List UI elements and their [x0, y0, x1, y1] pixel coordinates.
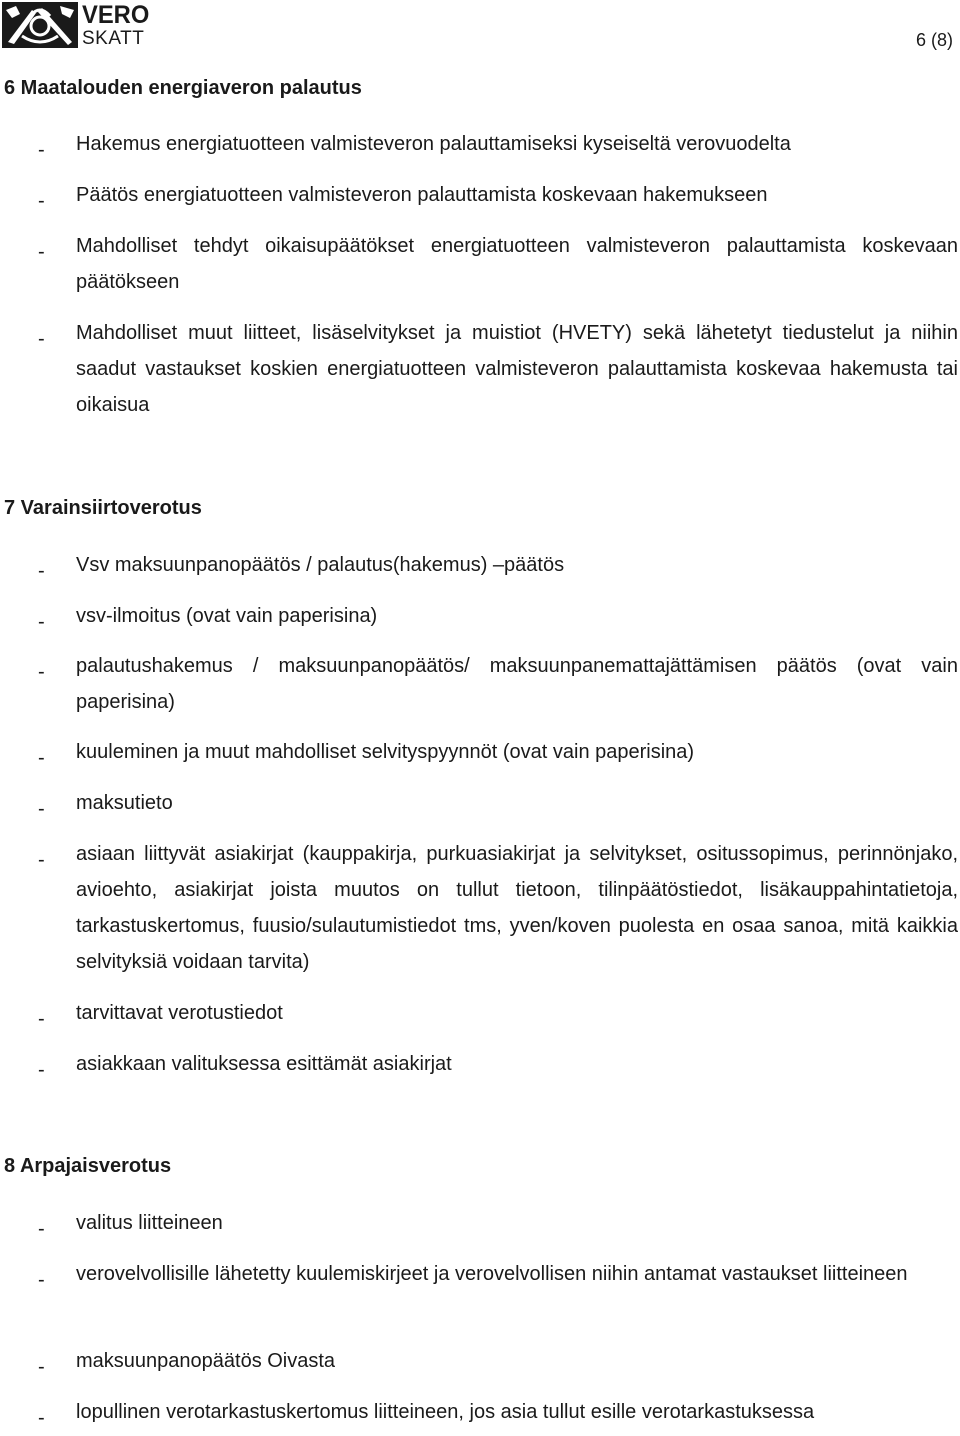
logo-wordmark-vero: VERO — [82, 0, 150, 29]
list-item — [38, 1052, 958, 1088]
list-item-text: Päätös energiatuotteen valmisteveron palauttamista koskevaan hakemukseen — [76, 184, 768, 206]
list-item-text: kuuleminen ja muut mahdolliset selvityspyynnöt (ovat vain paperisina) — [76, 741, 695, 763]
list-item-text: palautushakemus / maksuunpanopäätös/ maksuunpanemattajättämisen päätös (ovat vain paperisina) — [76, 655, 958, 713]
list-item — [38, 1400, 958, 1436]
section-title-7: 7 Varainsiirtoverotus — [4, 497, 202, 519]
list-item — [38, 1349, 958, 1385]
list-item — [38, 842, 958, 980]
list-item — [38, 132, 958, 168]
list-bullet: - — [38, 849, 45, 871]
list-item-text: Vsv maksuunpanopäätös / palautus(hakemus) –päätös — [76, 554, 565, 576]
list-item — [38, 791, 958, 827]
list-item — [38, 1001, 958, 1037]
list-bullet: - — [38, 1059, 45, 1081]
coat-of-arms-icon — [2, 2, 78, 48]
list-bullet: - — [38, 661, 45, 683]
list-bullet: - — [38, 798, 45, 820]
page-number: 6 (8) — [915, 30, 953, 50]
list-item-text: Hakemus energiatuotteen valmisteveron palauttamiseksi kyseiseltä verovuodelta — [76, 133, 791, 155]
list-bullet: - — [38, 1008, 45, 1030]
list-item-text: tarvittavat verotustiedot — [76, 1002, 283, 1024]
list-item — [38, 234, 958, 300]
list-item-text: maksuunpanopäätös Oivasta — [76, 1350, 336, 1372]
list-item — [38, 321, 958, 423]
logo-wordmark-skatt: SKATT — [82, 27, 145, 49]
section-title-8: 8 Arpajaisverotus — [4, 1155, 172, 1177]
list-item — [38, 1211, 958, 1247]
list-bullet: - — [38, 611, 45, 633]
list-item-text: asiakkaan valituksessa esittämät asiakirjat — [76, 1053, 452, 1075]
list-bullet: - — [38, 1218, 45, 1240]
list-item-text: asiaan liittyvät asiakirjat (kauppakirja, purkuasiakirjat ja selvitykset, ositussopimus, perinnönjako, avioehto, asiakirjat joista muutos on tullut tietoon, tilinpäätöstiedot, lisäkauppahintatietoja, tarkastuskertomus, fuusio/sulautumistiedot tms, yven/koven puolesta en osaa sanoa, mitä kaikkia selvityksiä voidaan tarvita) — [76, 843, 958, 973]
list-bullet: - — [38, 1407, 45, 1429]
list-bullet: - — [38, 190, 45, 212]
list-bullet: - — [38, 1269, 45, 1291]
list-bullet: - — [38, 328, 45, 350]
list-item — [38, 740, 958, 776]
list-item — [38, 1262, 958, 1298]
list-item-text: verovelvollisille lähetetty kuulemiskirjeet ja verovelvollisen niihin antamat vastaukset liitteineen — [76, 1263, 908, 1285]
list-item-text: maksutieto — [76, 792, 173, 814]
list-bullet: - — [38, 1356, 45, 1378]
logo-wordmark — [82, 0, 153, 49]
list-item-text: valitus liitteineen — [76, 1212, 223, 1234]
list-item-text: vsv-ilmoitus (ovat vain paperisina) — [76, 605, 378, 627]
list-item — [38, 654, 958, 720]
list-bullet: - — [38, 560, 45, 582]
vero-skatt-logo — [2, 2, 153, 48]
section-title-6: 6 Maatalouden energiaveron palautus — [4, 77, 362, 99]
list-bullet: - — [38, 139, 45, 161]
list-bullet: - — [38, 747, 45, 769]
list-item-text: lopullinen verotarkastuskertomus liitteineen, jos asia tullut esille verotarkastuksessa — [76, 1401, 815, 1423]
list-bullet: - — [38, 241, 45, 263]
list-item-text: Mahdolliset tehdyt oikaisupäätökset energiatuotteen valmisteveron palauttamista koskevaan päätökseen — [76, 235, 958, 293]
list-item — [38, 553, 958, 589]
list-item — [38, 183, 958, 219]
list-item — [38, 604, 958, 640]
list-item-text: Mahdolliset muut liitteet, lisäselvitykset ja muistiot (HVETY) sekä lähetetyt tiedustelut ja niihin saadut vastaukset koskien energiatuotteen valmisteveron palauttamista koskevaa hakemusta tai oikaisua — [76, 322, 958, 416]
